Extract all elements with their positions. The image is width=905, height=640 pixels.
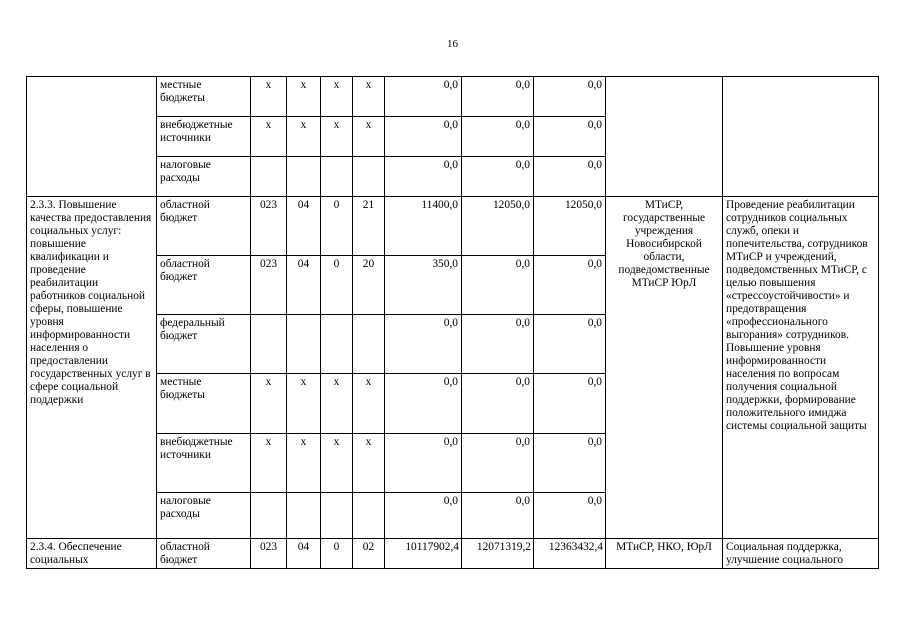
amount-cell: 0,0: [462, 315, 534, 374]
amount-cell: 0,0: [462, 117, 534, 157]
code-cell: х: [251, 77, 287, 117]
code-cell: х: [353, 434, 385, 493]
table-row: [27, 539, 879, 569]
measure-title-cell: 2.3.4. Обеспечение социальных: [27, 539, 157, 569]
code-cell: [251, 157, 287, 197]
code-cell: [251, 493, 287, 539]
code-cell: х: [251, 374, 287, 434]
code-cell: 023: [251, 256, 287, 315]
amount-cell: 0,0: [462, 493, 534, 539]
funding-source: местные бюджеты: [157, 77, 251, 117]
amount-cell: 0,0: [534, 157, 606, 197]
amount-cell: 0,0: [385, 77, 462, 117]
amount-cell: 0,0: [462, 256, 534, 315]
code-cell: [287, 315, 321, 374]
code-cell: х: [251, 434, 287, 493]
funding-source: внебюджетные источники: [157, 434, 251, 493]
code-cell: 21: [353, 197, 385, 256]
code-cell: х: [321, 374, 353, 434]
code-cell: х: [287, 374, 321, 434]
amount-cell: 0,0: [385, 493, 462, 539]
code-cell: [287, 157, 321, 197]
code-cell: [251, 315, 287, 374]
amount-cell: 0,0: [534, 77, 606, 117]
amount-cell: 0,0: [385, 157, 462, 197]
code-cell: [321, 157, 353, 197]
executor-cell: [606, 77, 723, 197]
code-cell: 04: [287, 256, 321, 315]
code-cell: [353, 315, 385, 374]
code-cell: 023: [251, 539, 287, 569]
amount-cell: 0,0: [534, 434, 606, 493]
description-cell: Социальная поддержка, улучшение социального: [723, 539, 879, 569]
amount-cell: 0,0: [462, 434, 534, 493]
amount-cell: 0,0: [385, 117, 462, 157]
amount-cell: 0,0: [385, 315, 462, 374]
amount-cell: 12050,0: [534, 197, 606, 256]
executor-cell: МТиСР, государственные учреждения Новосибирской области, подведомственные МТиСР ЮрЛ: [606, 197, 723, 539]
amount-cell: 12050,0: [462, 197, 534, 256]
budget-table: [26, 76, 879, 569]
amount-cell: 10117902,4: [385, 539, 462, 569]
amount-cell: 12071319,2: [462, 539, 534, 569]
amount-cell: 0,0: [534, 374, 606, 434]
funding-source: местные бюджеты: [157, 374, 251, 434]
code-cell: [321, 493, 353, 539]
code-cell: 0: [321, 256, 353, 315]
code-cell: х: [251, 117, 287, 157]
amount-cell: 0,0: [385, 434, 462, 493]
amount-cell: 0,0: [462, 374, 534, 434]
code-cell: 02: [353, 539, 385, 569]
amount-cell: 11400,0: [385, 197, 462, 256]
amount-cell: 0,0: [534, 256, 606, 315]
table-row: [27, 77, 879, 117]
funding-source: федеральный бюджет: [157, 315, 251, 374]
code-cell: 0: [321, 197, 353, 256]
code-cell: [321, 315, 353, 374]
amount-cell: 0,0: [534, 493, 606, 539]
amount-cell: 12363432,4: [534, 539, 606, 569]
funding-source: областной бюджет: [157, 197, 251, 256]
code-cell: х: [287, 117, 321, 157]
funding-source: налоговые расходы: [157, 157, 251, 197]
amount-cell: 0,0: [462, 157, 534, 197]
amount-cell: 0,0: [462, 77, 534, 117]
funding-source: областной бюджет: [157, 539, 251, 569]
measure-title-cell: [27, 77, 157, 197]
code-cell: х: [287, 77, 321, 117]
funding-source: внебюджетные источники: [157, 117, 251, 157]
code-cell: х: [287, 434, 321, 493]
description-cell: [723, 77, 879, 197]
executor-cell: МТиСР, НКО, ЮрЛ: [606, 539, 723, 569]
code-cell: х: [353, 117, 385, 157]
code-cell: х: [321, 434, 353, 493]
code-cell: х: [353, 374, 385, 434]
code-cell: [353, 157, 385, 197]
code-cell: х: [353, 77, 385, 117]
measure-title-cell: 2.3.3. Повышение качества предоставления социальных услуг: повышение квалификации и проведение реабилитации работников социальной сферы, повышение уровня информированности населения о предоставлении государственных услуг в сфере социальной поддержки: [27, 197, 157, 539]
amount-cell: 350,0: [385, 256, 462, 315]
code-cell: [353, 493, 385, 539]
code-cell: 04: [287, 539, 321, 569]
amount-cell: 0,0: [534, 117, 606, 157]
code-cell: 0: [321, 539, 353, 569]
code-cell: [287, 493, 321, 539]
code-cell: х: [321, 117, 353, 157]
table-row: [27, 197, 879, 256]
funding-source: областной бюджет: [157, 256, 251, 315]
code-cell: х: [321, 77, 353, 117]
funding-source: налоговые расходы: [157, 493, 251, 539]
code-cell: 04: [287, 197, 321, 256]
amount-cell: 0,0: [385, 374, 462, 434]
page-number: 16: [447, 38, 458, 50]
amount-cell: 0,0: [534, 315, 606, 374]
description-cell: Проведение реабилитации сотрудников социальных служб, опеки и попечительства, сотрудников МТиСР и учреждений, подведомственных МТиСР, с целью повышения «стрессоустойчивости» и предотвращения «профессионального выгорания» сотрудников. Повышение уровня информированности населения по вопросам получения социальной поддержки, формирование положительного имиджа системы социальной защиты: [723, 197, 879, 539]
code-cell: 20: [353, 256, 385, 315]
code-cell: 023: [251, 197, 287, 256]
